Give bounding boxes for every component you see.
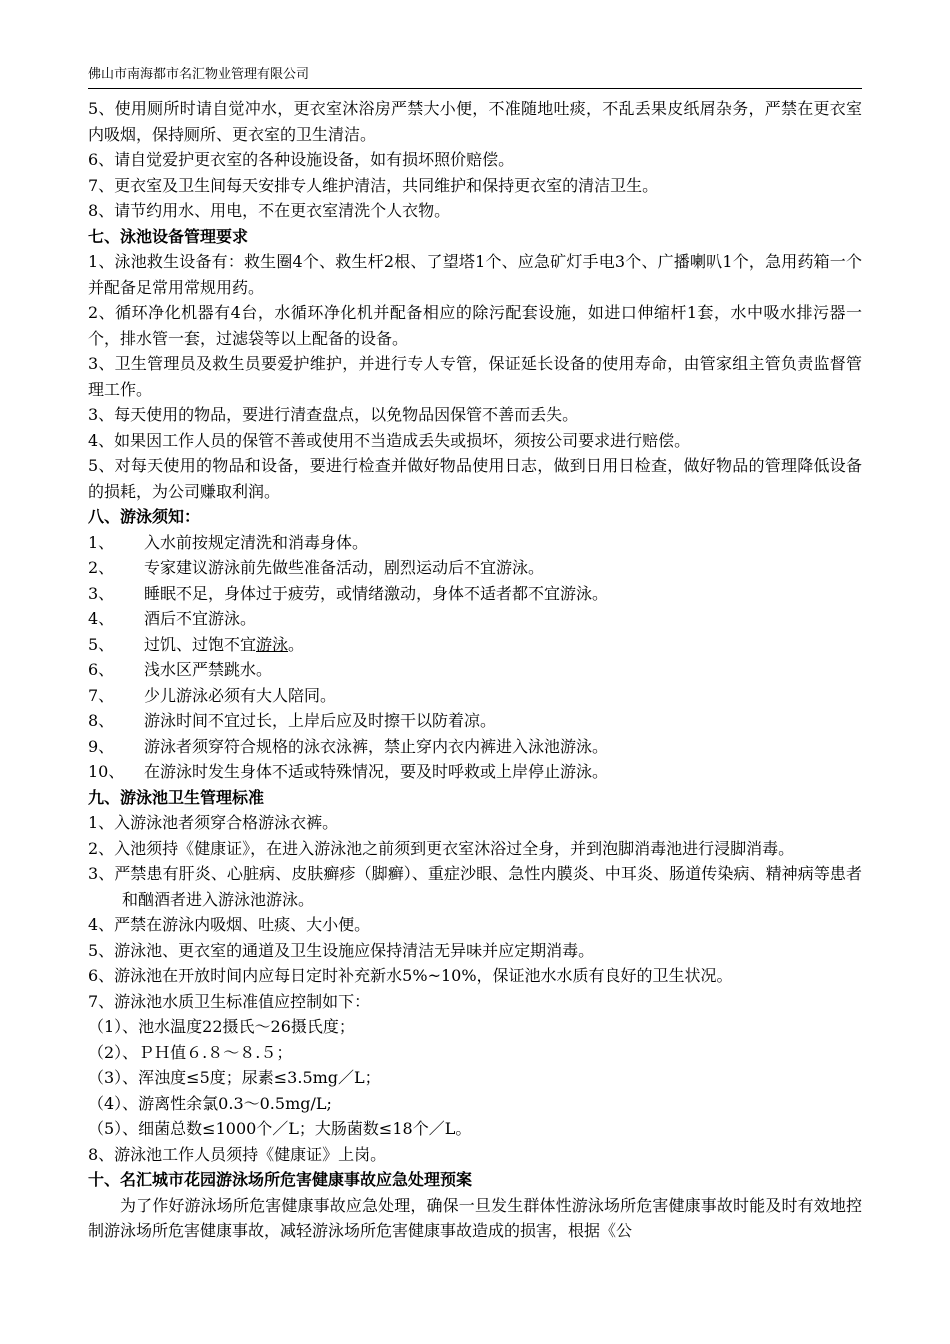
section-heading: 七、泳池设备管理要求: [88, 226, 249, 246]
rule-item: 6、游泳池在开放时间内应每日定时补充新水5%~10%，保证池水水质有良好的卫生状况。: [88, 966, 733, 985]
item-number: 6、: [88, 660, 115, 679]
item-number: 10、: [88, 762, 125, 781]
rule-item: 1、泳池救生设备有：救生圈4个、救生杆2根、了望塔1个、应急矿灯手电3个、广播喇叭1个，急用药箱一个并配备足常用常规用药。: [88, 252, 862, 297]
rule-item: 1、入游泳池者须穿合格游泳衣裤。: [88, 813, 339, 832]
item-text: 专家建议游泳前先做些准备活动，剧烈运动后不宜游泳。: [144, 558, 545, 577]
water-standard-item: （4）、游离性余氯0.3～0.5mg/L;: [88, 1093, 332, 1113]
rule-item: 8、请节约用水、用电，不在更衣室清洗个人衣物。: [88, 201, 451, 220]
notice-item: [88, 708, 862, 734]
section-heading: 九、游泳池卫生管理标准: [88, 787, 265, 807]
document-body: [88, 96, 862, 1244]
item-text: 入水前按规定清洗和消毒身体。: [144, 532, 369, 552]
item-text: 酒后不宜游泳。: [144, 609, 257, 628]
rule-item: 4、严禁在游泳内吸烟、吐痰、大小便。: [88, 915, 371, 934]
intro-paragraph: 为了作好游泳场所危害健康事故应急处理，确保一旦发生群体性游泳场所危害健康事故时能及时有效地控制游泳场所危害健康事故，减轻游泳场所危害健康事故造成的损害，根据《公: [88, 1195, 862, 1240]
rule-item: 7、更衣室及卫生间每天安排专人维护清洁，共同维护和保持更衣室的清洁卫生。: [88, 175, 659, 195]
rule-item: 6、请自觉爱护更衣室的各种设施设备，如有损坏照价赔偿。: [88, 150, 515, 169]
item-text: 浅水区严禁跳水。: [144, 660, 273, 679]
item-text: 游泳者须穿符合规格的泳衣泳裤，禁止穿内衣内裤进入泳池游泳。: [144, 736, 609, 756]
notice-item: [88, 530, 862, 556]
swimming-link[interactable]: 游泳: [256, 634, 289, 654]
item-text: 睡眠不足，身体过于疲劳，或情绪激动，身体不适者都不宜游泳。: [144, 583, 609, 603]
item-number: 4、: [88, 609, 115, 628]
rule-item: 3、每天使用的物品，要进行清查盘点，以免物品因保管不善而丢失。: [88, 405, 579, 424]
section-heading: 十、名汇城市花园游泳场所危害健康事故应急处理预案: [88, 1170, 473, 1189]
notice-item: [88, 734, 862, 760]
item-text: 少儿游泳必须有大人陪同。: [144, 685, 337, 705]
rule-item: 7、游泳池水质卫生标准值应控制如下：: [88, 991, 371, 1011]
item-number: 2、: [88, 558, 115, 577]
item-text: 在游泳时发生身体不适或特殊情况，要及时呼救或上岸停止游泳。: [144, 762, 609, 781]
item-number: 1、: [88, 532, 115, 552]
rule-item: 8、游泳池工作人员须持《健康证》上岗。: [88, 1144, 387, 1164]
rule-item: 5、对每天使用的物品和设备，要进行检查并做好物品使用日志，做到日用日检查，做好物品的管理降低设备的损耗，为公司赚取利润。: [88, 456, 862, 501]
item-text: 过饥、过饱不宜: [144, 634, 257, 654]
rule-item: 4、如果因工作人员的保管不善或使用不当造成丢失或损坏，须按公司要求进行赔偿。: [88, 430, 691, 450]
water-standard-item: （3）、浑浊度≤5度；尿素≤3.5mg／L；: [88, 1068, 381, 1087]
header-divider: [88, 88, 862, 89]
rule-item: 2、入池须持《健康证》，在进入游泳池之前须到更衣室沐浴过全身，并到泡脚消毒池进行浸脚消毒。: [88, 838, 795, 858]
item-text-tail: 。: [288, 634, 305, 654]
item-number: 9、: [88, 736, 115, 756]
page-header: 佛山市南海都市名汇物业管理有限公司: [88, 67, 310, 82]
notice-item: [88, 657, 862, 683]
rule-item: 3、严禁患有肝炎、心脏病、皮肤癣疹（脚癣）、重症沙眼、急性内膜炎、中耳炎、肠道传染病、精神病等患者和酗酒者进入游泳池游泳。: [88, 864, 862, 909]
item-number: 5、: [88, 634, 115, 654]
item-number: 3、: [88, 583, 115, 603]
water-standard-item: （1）、池水温度22摄氏～26摄氏度；: [88, 1017, 355, 1036]
item-text: 游泳时间不宜过长，上岸后应及时擦干以防着凉。: [144, 711, 497, 730]
rule-item: 3、卫生管理员及救生员要爱护维护，并进行专人专管，保证延长设备的使用寿命，由管家组主管负责监督管理工作。: [88, 354, 862, 399]
notice-item: [88, 606, 862, 632]
notice-item: [88, 555, 862, 581]
item-number: 7、: [88, 685, 115, 705]
section-heading: 八、游泳须知：: [88, 507, 201, 526]
rule-item: 2、循环净化机器有4台，水循环净化机并配备相应的除污配套设施，如进口伸缩杆1套，水中吸水排污器一个，排水管一套，过滤袋等以上配备的设备。: [88, 303, 862, 348]
water-standard-item: （2）、ＰＨ值６.８～８.５；: [88, 1042, 293, 1062]
rule-item: 5、游泳池、更衣室的通道及卫生设施应保持清洁无异味并应定期消毒。: [88, 940, 595, 960]
notice-item: [88, 683, 862, 709]
notice-item: [88, 581, 862, 607]
item-number: 8、: [88, 711, 115, 730]
notice-item: [88, 632, 862, 658]
notice-item: [88, 759, 862, 785]
rule-item: 5、使用厕所时请自觉冲水，更衣室沐浴房严禁大小便，不准随地吐痰，不乱丢果皮纸屑杂务，严禁在更衣室内吸烟，保持厕所、更衣室的卫生清洁。: [88, 99, 862, 144]
water-standard-item: （5）、细菌总数≤1000个／L；大肠菌数≤18个／L。: [88, 1119, 472, 1138]
